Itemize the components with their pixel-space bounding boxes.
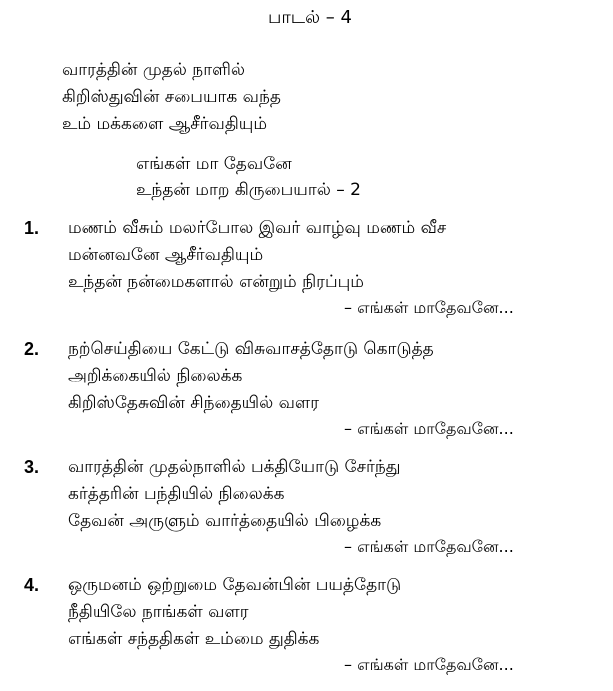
verse-number-3: 3. — [24, 457, 40, 477]
verse-number-4: 4. — [24, 575, 40, 595]
verse-3-refrain: – எங்கள் மாதேவனே... — [344, 537, 514, 556]
verse-4-refrain: – எங்கள் மாதேவனே... — [344, 655, 514, 674]
verse-2-line-1: நற்செய்தியை கேட்டு விசுவாசத்தோடு கொடுத்த — [68, 339, 434, 359]
verse-3-line-2: கர்த்தரின் பந்தியில் நிலைக்க — [68, 484, 285, 504]
verse-number-1: 1. — [24, 218, 40, 238]
verse-4-line-1: ஒருமனம் ஒற்றுமை தேவன்பின் பயத்தோடு — [68, 575, 402, 595]
song-title: பாடல் – 4 — [268, 7, 352, 28]
chorus-line-2: உந்தன் மாற கிருபையால் – 2 — [136, 180, 361, 200]
verse-1-line-2: மன்னவனே ஆசீர்வதியும் — [68, 245, 264, 265]
verse-1-line-3: உந்தன் நன்மைகளால் என்றும் நிரப்பும் — [68, 272, 364, 292]
verse-3-line-3: தேவன் அருளும் வார்த்தையில் பிழைக்க — [68, 511, 382, 531]
verse-1-refrain: – எங்கள் மாதேவனே... — [344, 298, 514, 317]
verse-number-2: 2. — [24, 339, 40, 359]
intro-line-2: கிறிஸ்துவின் சபையாக வந்த — [62, 87, 281, 107]
intro-line-1: வாரத்தின் முதல் நாளில் — [62, 60, 245, 80]
verse-4-line-2: நீதியிலே நாங்கள் வளர — [68, 602, 249, 622]
verse-2-refrain: – எங்கள் மாதேவனே... — [344, 419, 514, 438]
chorus-line-1: எங்கள் மா தேவனே — [136, 154, 292, 174]
verse-4-line-3: எங்கள் சந்ததிகள் உம்மை துதிக்க — [68, 629, 320, 649]
verse-2-line-3: கிறிஸ்தேசுவின் சிந்தையில் வளர — [68, 393, 320, 413]
verse-3-line-1: வாரத்தின் முதல்நாளில் பக்தியோடு சேர்ந்து — [68, 457, 401, 477]
intro-line-3: உம் மக்களை ஆசீர்வதியும் — [62, 114, 268, 134]
verse-1-line-1: மணம் வீசும் மலர்போல இவர் வாழ்வு மணம் வீச — [68, 218, 447, 238]
verse-2-line-2: அறிக்கையில் நிலைக்க — [68, 366, 243, 386]
